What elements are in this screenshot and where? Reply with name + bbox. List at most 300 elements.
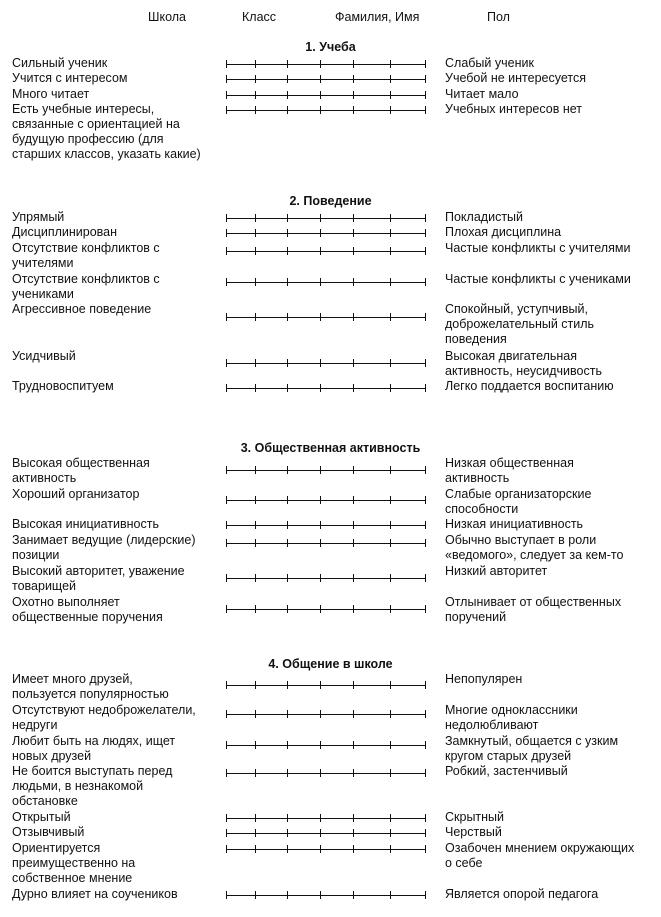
- scale-line: [226, 525, 426, 526]
- scale-tick[interactable]: [425, 741, 426, 749]
- rating-row: [0, 810, 661, 825]
- scale-tick[interactable]: [425, 278, 426, 286]
- scale-tick[interactable]: [226, 845, 227, 853]
- rating-row: [0, 272, 661, 301]
- scale-line: [226, 773, 426, 774]
- scale-line: [226, 317, 426, 318]
- scale-line: [226, 609, 426, 610]
- scale-tick[interactable]: [287, 247, 288, 255]
- scale-tick[interactable]: [353, 466, 354, 474]
- scale-tick[interactable]: [255, 769, 256, 777]
- scale-tick[interactable]: [320, 384, 321, 392]
- trait-negative-label: Озабочен мнением окружающих о себе: [445, 841, 635, 870]
- scale-tick[interactable]: [353, 60, 354, 68]
- scale-tick[interactable]: [226, 214, 227, 222]
- rating-row: [0, 764, 661, 808]
- rating-scale[interactable]: [226, 384, 426, 393]
- rating-row: [0, 302, 661, 346]
- rating-scale[interactable]: [226, 710, 426, 719]
- scale-tick[interactable]: [226, 106, 227, 114]
- scale-tick[interactable]: [255, 539, 256, 547]
- scale-tick[interactable]: [255, 605, 256, 613]
- scale-tick[interactable]: [287, 574, 288, 582]
- scale-tick[interactable]: [255, 814, 256, 822]
- rating-scale[interactable]: [226, 466, 426, 475]
- scale-tick[interactable]: [390, 539, 391, 547]
- scale-tick[interactable]: [390, 496, 391, 504]
- scale-tick[interactable]: [287, 845, 288, 853]
- rating-row: [0, 517, 661, 532]
- rating-row: [0, 564, 661, 593]
- rating-scale[interactable]: [226, 91, 426, 100]
- scale-line: [226, 79, 426, 80]
- trait-positive-label: Отсутствуют недоброжелатели, недруги: [12, 703, 196, 732]
- trait-positive-label: Ориентируется преимущественно на собственное мнение: [12, 841, 136, 885]
- scale-tick[interactable]: [287, 681, 288, 689]
- rating-row: [0, 225, 661, 240]
- scale-tick[interactable]: [255, 891, 256, 899]
- scale-tick[interactable]: [255, 574, 256, 582]
- scale-tick[interactable]: [425, 384, 426, 392]
- scale-tick[interactable]: [226, 891, 227, 899]
- scale-tick[interactable]: [287, 229, 288, 237]
- rating-scale[interactable]: [226, 605, 426, 614]
- trait-positive-label: Усидчивый: [12, 349, 76, 363]
- scale-tick[interactable]: [390, 829, 391, 837]
- scale-tick[interactable]: [226, 359, 227, 367]
- scale-line: [226, 388, 426, 389]
- scale-tick[interactable]: [390, 741, 391, 749]
- rating-scale[interactable]: [226, 521, 426, 530]
- rating-scale[interactable]: [226, 313, 426, 322]
- header-class: Класс: [242, 10, 277, 24]
- rating-scale[interactable]: [226, 60, 426, 69]
- scale-tick[interactable]: [353, 891, 354, 899]
- scale-line: [226, 218, 426, 219]
- scale-tick[interactable]: [255, 496, 256, 504]
- scale-tick[interactable]: [390, 845, 391, 853]
- scale-tick[interactable]: [287, 91, 288, 99]
- trait-negative-label: Частые конфликты с учителями: [445, 241, 631, 255]
- scale-tick[interactable]: [226, 75, 227, 83]
- header-gender: Пол: [487, 10, 510, 24]
- scale-tick[interactable]: [425, 359, 426, 367]
- scale-tick[interactable]: [320, 521, 321, 529]
- scale-tick[interactable]: [390, 605, 391, 613]
- scale-tick[interactable]: [425, 106, 426, 114]
- scale-line: [226, 95, 426, 96]
- trait-positive-label: Охотно выполняет общественные поручения: [12, 595, 163, 624]
- scale-tick[interactable]: [320, 574, 321, 582]
- scale-tick[interactable]: [255, 278, 256, 286]
- scale-tick[interactable]: [320, 229, 321, 237]
- rating-row: [0, 71, 661, 86]
- trait-positive-label: Трудновоспитуем: [12, 379, 114, 393]
- trait-positive-label: Учится с интересом: [12, 71, 128, 85]
- scale-tick[interactable]: [226, 313, 227, 321]
- scale-tick[interactable]: [255, 247, 256, 255]
- scale-tick[interactable]: [390, 384, 391, 392]
- scale-line: [226, 64, 426, 65]
- trait-positive-label: Дурно влияет на соучеников: [12, 887, 178, 901]
- scale-tick[interactable]: [425, 91, 426, 99]
- trait-negative-label: Плохая дисциплина: [445, 225, 562, 239]
- scale-tick[interactable]: [425, 681, 426, 689]
- scale-tick[interactable]: [226, 247, 227, 255]
- scale-tick[interactable]: [320, 91, 321, 99]
- scale-tick[interactable]: [320, 60, 321, 68]
- trait-negative-label: Непопулярен: [445, 672, 523, 686]
- rating-row: [0, 841, 661, 885]
- rating-row: [0, 533, 661, 562]
- scale-tick[interactable]: [255, 829, 256, 837]
- scale-tick[interactable]: [320, 605, 321, 613]
- scale-tick[interactable]: [226, 829, 227, 837]
- scale-tick[interactable]: [390, 574, 391, 582]
- scale-tick[interactable]: [425, 75, 426, 83]
- scale-tick[interactable]: [353, 75, 354, 83]
- scale-tick[interactable]: [287, 106, 288, 114]
- scale-tick[interactable]: [425, 521, 426, 529]
- trait-negative-label: Низкий авторитет: [445, 564, 548, 578]
- scale-tick[interactable]: [320, 278, 321, 286]
- scale-tick[interactable]: [287, 539, 288, 547]
- scale-tick[interactable]: [353, 539, 354, 547]
- scale-tick[interactable]: [255, 681, 256, 689]
- rating-row: [0, 825, 661, 840]
- scale-tick[interactable]: [226, 466, 227, 474]
- scale-tick[interactable]: [255, 75, 256, 83]
- scale-tick[interactable]: [320, 466, 321, 474]
- scale-tick[interactable]: [320, 313, 321, 321]
- section-title: 3. Общественная активность: [240, 441, 421, 455]
- scale-tick[interactable]: [287, 710, 288, 718]
- scale-tick[interactable]: [320, 539, 321, 547]
- rating-scale[interactable]: [226, 574, 426, 583]
- scale-tick[interactable]: [320, 247, 321, 255]
- scale-tick[interactable]: [353, 710, 354, 718]
- scale-tick[interactable]: [226, 521, 227, 529]
- scale-tick[interactable]: [353, 229, 354, 237]
- trait-negative-label: Покладистый: [445, 210, 524, 224]
- scale-tick[interactable]: [287, 75, 288, 83]
- scale-tick[interactable]: [390, 313, 391, 321]
- scale-tick[interactable]: [425, 496, 426, 504]
- scale-tick[interactable]: [390, 106, 391, 114]
- scale-line: [226, 251, 426, 252]
- rating-scale[interactable]: [226, 359, 426, 368]
- trait-negative-label: Слабые организаторские способности: [445, 487, 592, 516]
- rating-scale[interactable]: [226, 247, 426, 256]
- scale-tick[interactable]: [226, 710, 227, 718]
- scale-tick[interactable]: [255, 229, 256, 237]
- scale-tick[interactable]: [390, 891, 391, 899]
- trait-negative-label: Низкая инициативность: [445, 517, 584, 531]
- scale-tick[interactable]: [353, 313, 354, 321]
- scale-tick[interactable]: [390, 710, 391, 718]
- trait-positive-label: Высокая инициативность: [12, 517, 159, 531]
- scale-tick[interactable]: [255, 466, 256, 474]
- scale-tick[interactable]: [425, 539, 426, 547]
- rating-scale[interactable]: [226, 539, 426, 548]
- scale-tick[interactable]: [226, 814, 227, 822]
- rating-row: [0, 379, 661, 394]
- rating-scale[interactable]: [226, 814, 426, 823]
- scale-tick[interactable]: [425, 814, 426, 822]
- scale-tick[interactable]: [353, 814, 354, 822]
- rating-scale[interactable]: [226, 741, 426, 750]
- trait-positive-label: Упрямый: [12, 210, 65, 224]
- scale-tick[interactable]: [390, 278, 391, 286]
- scale-tick[interactable]: [425, 845, 426, 853]
- trait-positive-label: Дисциплинирован: [12, 225, 118, 239]
- scale-tick[interactable]: [226, 91, 227, 99]
- trait-negative-label: Спокойный, уступчивый, доброжелательный стиль поведения: [445, 302, 595, 346]
- scale-tick[interactable]: [425, 313, 426, 321]
- header-name: Фамилия, Имя: [335, 10, 420, 24]
- trait-negative-label: Замкнутый, общается с узким кругом старых друзей: [445, 734, 619, 763]
- scale-tick[interactable]: [353, 574, 354, 582]
- scale-tick[interactable]: [425, 605, 426, 613]
- scale-line: [226, 849, 426, 850]
- scale-tick[interactable]: [390, 681, 391, 689]
- scale-tick[interactable]: [255, 214, 256, 222]
- trait-negative-label: Скрытный: [445, 810, 505, 824]
- scale-tick[interactable]: [287, 496, 288, 504]
- scale-line: [226, 685, 426, 686]
- scale-tick[interactable]: [287, 466, 288, 474]
- trait-positive-label: Отсутствие конфликтов с учителями: [12, 241, 160, 270]
- scale-tick[interactable]: [320, 681, 321, 689]
- scale-tick[interactable]: [425, 769, 426, 777]
- rating-row: [0, 349, 661, 378]
- scale-tick[interactable]: [320, 106, 321, 114]
- scale-tick[interactable]: [390, 769, 391, 777]
- rating-scale[interactable]: [226, 214, 426, 223]
- scale-tick[interactable]: [287, 814, 288, 822]
- rating-row: [0, 241, 661, 270]
- scale-tick[interactable]: [390, 229, 391, 237]
- scale-tick[interactable]: [390, 359, 391, 367]
- scale-tick[interactable]: [287, 214, 288, 222]
- scale-tick[interactable]: [425, 466, 426, 474]
- scale-line: [226, 833, 426, 834]
- scale-tick[interactable]: [390, 214, 391, 222]
- scale-tick[interactable]: [255, 710, 256, 718]
- scale-tick[interactable]: [255, 313, 256, 321]
- scale-tick[interactable]: [320, 769, 321, 777]
- scale-tick[interactable]: [353, 106, 354, 114]
- scale-tick[interactable]: [255, 741, 256, 749]
- scale-tick[interactable]: [287, 741, 288, 749]
- scale-tick[interactable]: [353, 829, 354, 837]
- trait-negative-label: Черствый: [445, 825, 502, 839]
- scale-tick[interactable]: [353, 278, 354, 286]
- rating-row: [0, 703, 661, 732]
- scale-tick[interactable]: [390, 466, 391, 474]
- scale-tick[interactable]: [226, 278, 227, 286]
- scale-tick[interactable]: [320, 829, 321, 837]
- trait-positive-label: Высокий авторитет, уважение товарищей: [12, 564, 185, 593]
- trait-positive-label: Открытый: [12, 810, 71, 824]
- trait-negative-label: Читает мало: [445, 87, 519, 101]
- scale-tick[interactable]: [287, 829, 288, 837]
- scale-tick[interactable]: [425, 60, 426, 68]
- trait-negative-label: Является опорой педагога: [445, 887, 599, 901]
- rating-row: [0, 102, 661, 161]
- scale-tick[interactable]: [353, 384, 354, 392]
- scale-tick[interactable]: [320, 214, 321, 222]
- scale-tick[interactable]: [390, 75, 391, 83]
- scale-tick[interactable]: [320, 496, 321, 504]
- rating-row: [0, 734, 661, 763]
- rating-row: [0, 887, 661, 902]
- trait-negative-label: Робкий, застенчивый: [445, 764, 568, 778]
- rating-row: [0, 595, 661, 624]
- scale-tick[interactable]: [320, 891, 321, 899]
- scale-tick[interactable]: [425, 710, 426, 718]
- scale-tick[interactable]: [255, 91, 256, 99]
- scale-tick[interactable]: [287, 384, 288, 392]
- scale-tick[interactable]: [353, 681, 354, 689]
- scale-tick[interactable]: [390, 814, 391, 822]
- trait-negative-label: Обычно выступает в роли «ведомого», следует за кем-то: [445, 533, 624, 562]
- scale-tick[interactable]: [226, 574, 227, 582]
- trait-positive-label: Любит быть на людях, ищет новых друзей: [12, 734, 176, 763]
- rating-scale[interactable]: [226, 891, 426, 900]
- scale-tick[interactable]: [226, 60, 227, 68]
- section-title: 2. Поведение: [289, 194, 372, 208]
- scale-tick[interactable]: [353, 247, 354, 255]
- rating-scale[interactable]: [226, 278, 426, 287]
- scale-tick[interactable]: [226, 229, 227, 237]
- scale-tick[interactable]: [226, 605, 227, 613]
- rating-scale[interactable]: [226, 229, 426, 238]
- scale-tick[interactable]: [425, 891, 426, 899]
- rating-scale[interactable]: [226, 681, 426, 690]
- trait-negative-label: Легко поддается воспитанию: [445, 379, 614, 393]
- rating-scale[interactable]: [226, 845, 426, 854]
- trait-positive-label: Агрессивное поведение: [12, 302, 152, 316]
- trait-positive-label: Не боится выступать перед людьми, в незнакомой обстановке: [12, 764, 173, 808]
- scale-tick[interactable]: [320, 845, 321, 853]
- scale-tick[interactable]: [353, 741, 354, 749]
- scale-line: [226, 363, 426, 364]
- scale-tick[interactable]: [320, 710, 321, 718]
- rating-scale[interactable]: [226, 829, 426, 838]
- section-title: 1. Учеба: [305, 40, 356, 54]
- trait-positive-label: Много читает: [12, 87, 90, 101]
- scale-line: [226, 233, 426, 234]
- trait-positive-label: Хороший организатор: [12, 487, 140, 501]
- scale-tick[interactable]: [425, 574, 426, 582]
- rating-row: [0, 87, 661, 102]
- scale-tick[interactable]: [226, 769, 227, 777]
- scale-tick[interactable]: [287, 891, 288, 899]
- scale-tick[interactable]: [226, 539, 227, 547]
- trait-negative-label: Частые конфликты с учениками: [445, 272, 631, 286]
- scale-tick[interactable]: [255, 106, 256, 114]
- scale-tick[interactable]: [390, 521, 391, 529]
- scale-tick[interactable]: [353, 845, 354, 853]
- trait-negative-label: Слабый ученик: [445, 56, 534, 70]
- scale-tick[interactable]: [287, 521, 288, 529]
- scale-tick[interactable]: [425, 229, 426, 237]
- rating-scale[interactable]: [226, 106, 426, 115]
- rating-row: [0, 487, 661, 516]
- scale-tick[interactable]: [353, 214, 354, 222]
- scale-tick[interactable]: [255, 359, 256, 367]
- scale-tick[interactable]: [226, 496, 227, 504]
- section-title: 4. Общение в школе: [268, 657, 393, 671]
- trait-positive-label: Имеет много друзей, пользуется популярностью: [12, 672, 169, 701]
- scale-tick[interactable]: [353, 91, 354, 99]
- scale-tick[interactable]: [353, 769, 354, 777]
- scale-tick[interactable]: [255, 60, 256, 68]
- scale-tick[interactable]: [425, 247, 426, 255]
- scale-line: [226, 470, 426, 471]
- scale-line: [226, 543, 426, 544]
- scale-line: [226, 500, 426, 501]
- rating-row: [0, 456, 661, 485]
- scale-tick[interactable]: [425, 214, 426, 222]
- scale-tick[interactable]: [320, 741, 321, 749]
- scale-tick[interactable]: [255, 845, 256, 853]
- scale-tick[interactable]: [226, 384, 227, 392]
- rating-scale[interactable]: [226, 496, 426, 505]
- trait-positive-label: Сильный ученик: [12, 56, 108, 70]
- rating-row: [0, 56, 661, 71]
- scale-tick[interactable]: [390, 91, 391, 99]
- scale-tick[interactable]: [353, 496, 354, 504]
- trait-negative-label: Высокая двигательная активность, неусидчивость: [445, 349, 602, 378]
- scale-tick[interactable]: [320, 75, 321, 83]
- scale-tick[interactable]: [390, 60, 391, 68]
- rating-scale[interactable]: [226, 769, 426, 778]
- trait-positive-label: Высокая общественная активность: [12, 456, 150, 485]
- scale-tick[interactable]: [287, 278, 288, 286]
- scale-tick[interactable]: [255, 521, 256, 529]
- scale-tick[interactable]: [287, 359, 288, 367]
- scale-tick[interactable]: [287, 769, 288, 777]
- scale-tick[interactable]: [287, 313, 288, 321]
- scale-tick[interactable]: [287, 60, 288, 68]
- scale-tick[interactable]: [353, 521, 354, 529]
- scale-tick[interactable]: [287, 605, 288, 613]
- scale-tick[interactable]: [226, 741, 227, 749]
- scale-tick[interactable]: [425, 829, 426, 837]
- scale-tick[interactable]: [320, 814, 321, 822]
- scale-tick[interactable]: [390, 247, 391, 255]
- trait-positive-label: Занимает ведущие (лидерские) позиции: [12, 533, 196, 562]
- scale-tick[interactable]: [255, 384, 256, 392]
- trait-negative-label: Учебой не интересуется: [445, 71, 586, 85]
- rating-row: [0, 210, 661, 225]
- rating-scale[interactable]: [226, 75, 426, 84]
- trait-negative-label: Отлынивает от общественных поручений: [445, 595, 622, 624]
- scale-tick[interactable]: [226, 681, 227, 689]
- scale-line: [226, 745, 426, 746]
- scale-line: [226, 895, 426, 896]
- trait-positive-label: Отсутствие конфликтов с учениками: [12, 272, 160, 301]
- header-school: Школа: [148, 10, 186, 24]
- scale-line: [226, 110, 426, 111]
- rating-row: [0, 672, 661, 701]
- scale-line: [226, 282, 426, 283]
- scale-tick[interactable]: [353, 605, 354, 613]
- scale-tick[interactable]: [353, 359, 354, 367]
- scale-tick[interactable]: [320, 359, 321, 367]
